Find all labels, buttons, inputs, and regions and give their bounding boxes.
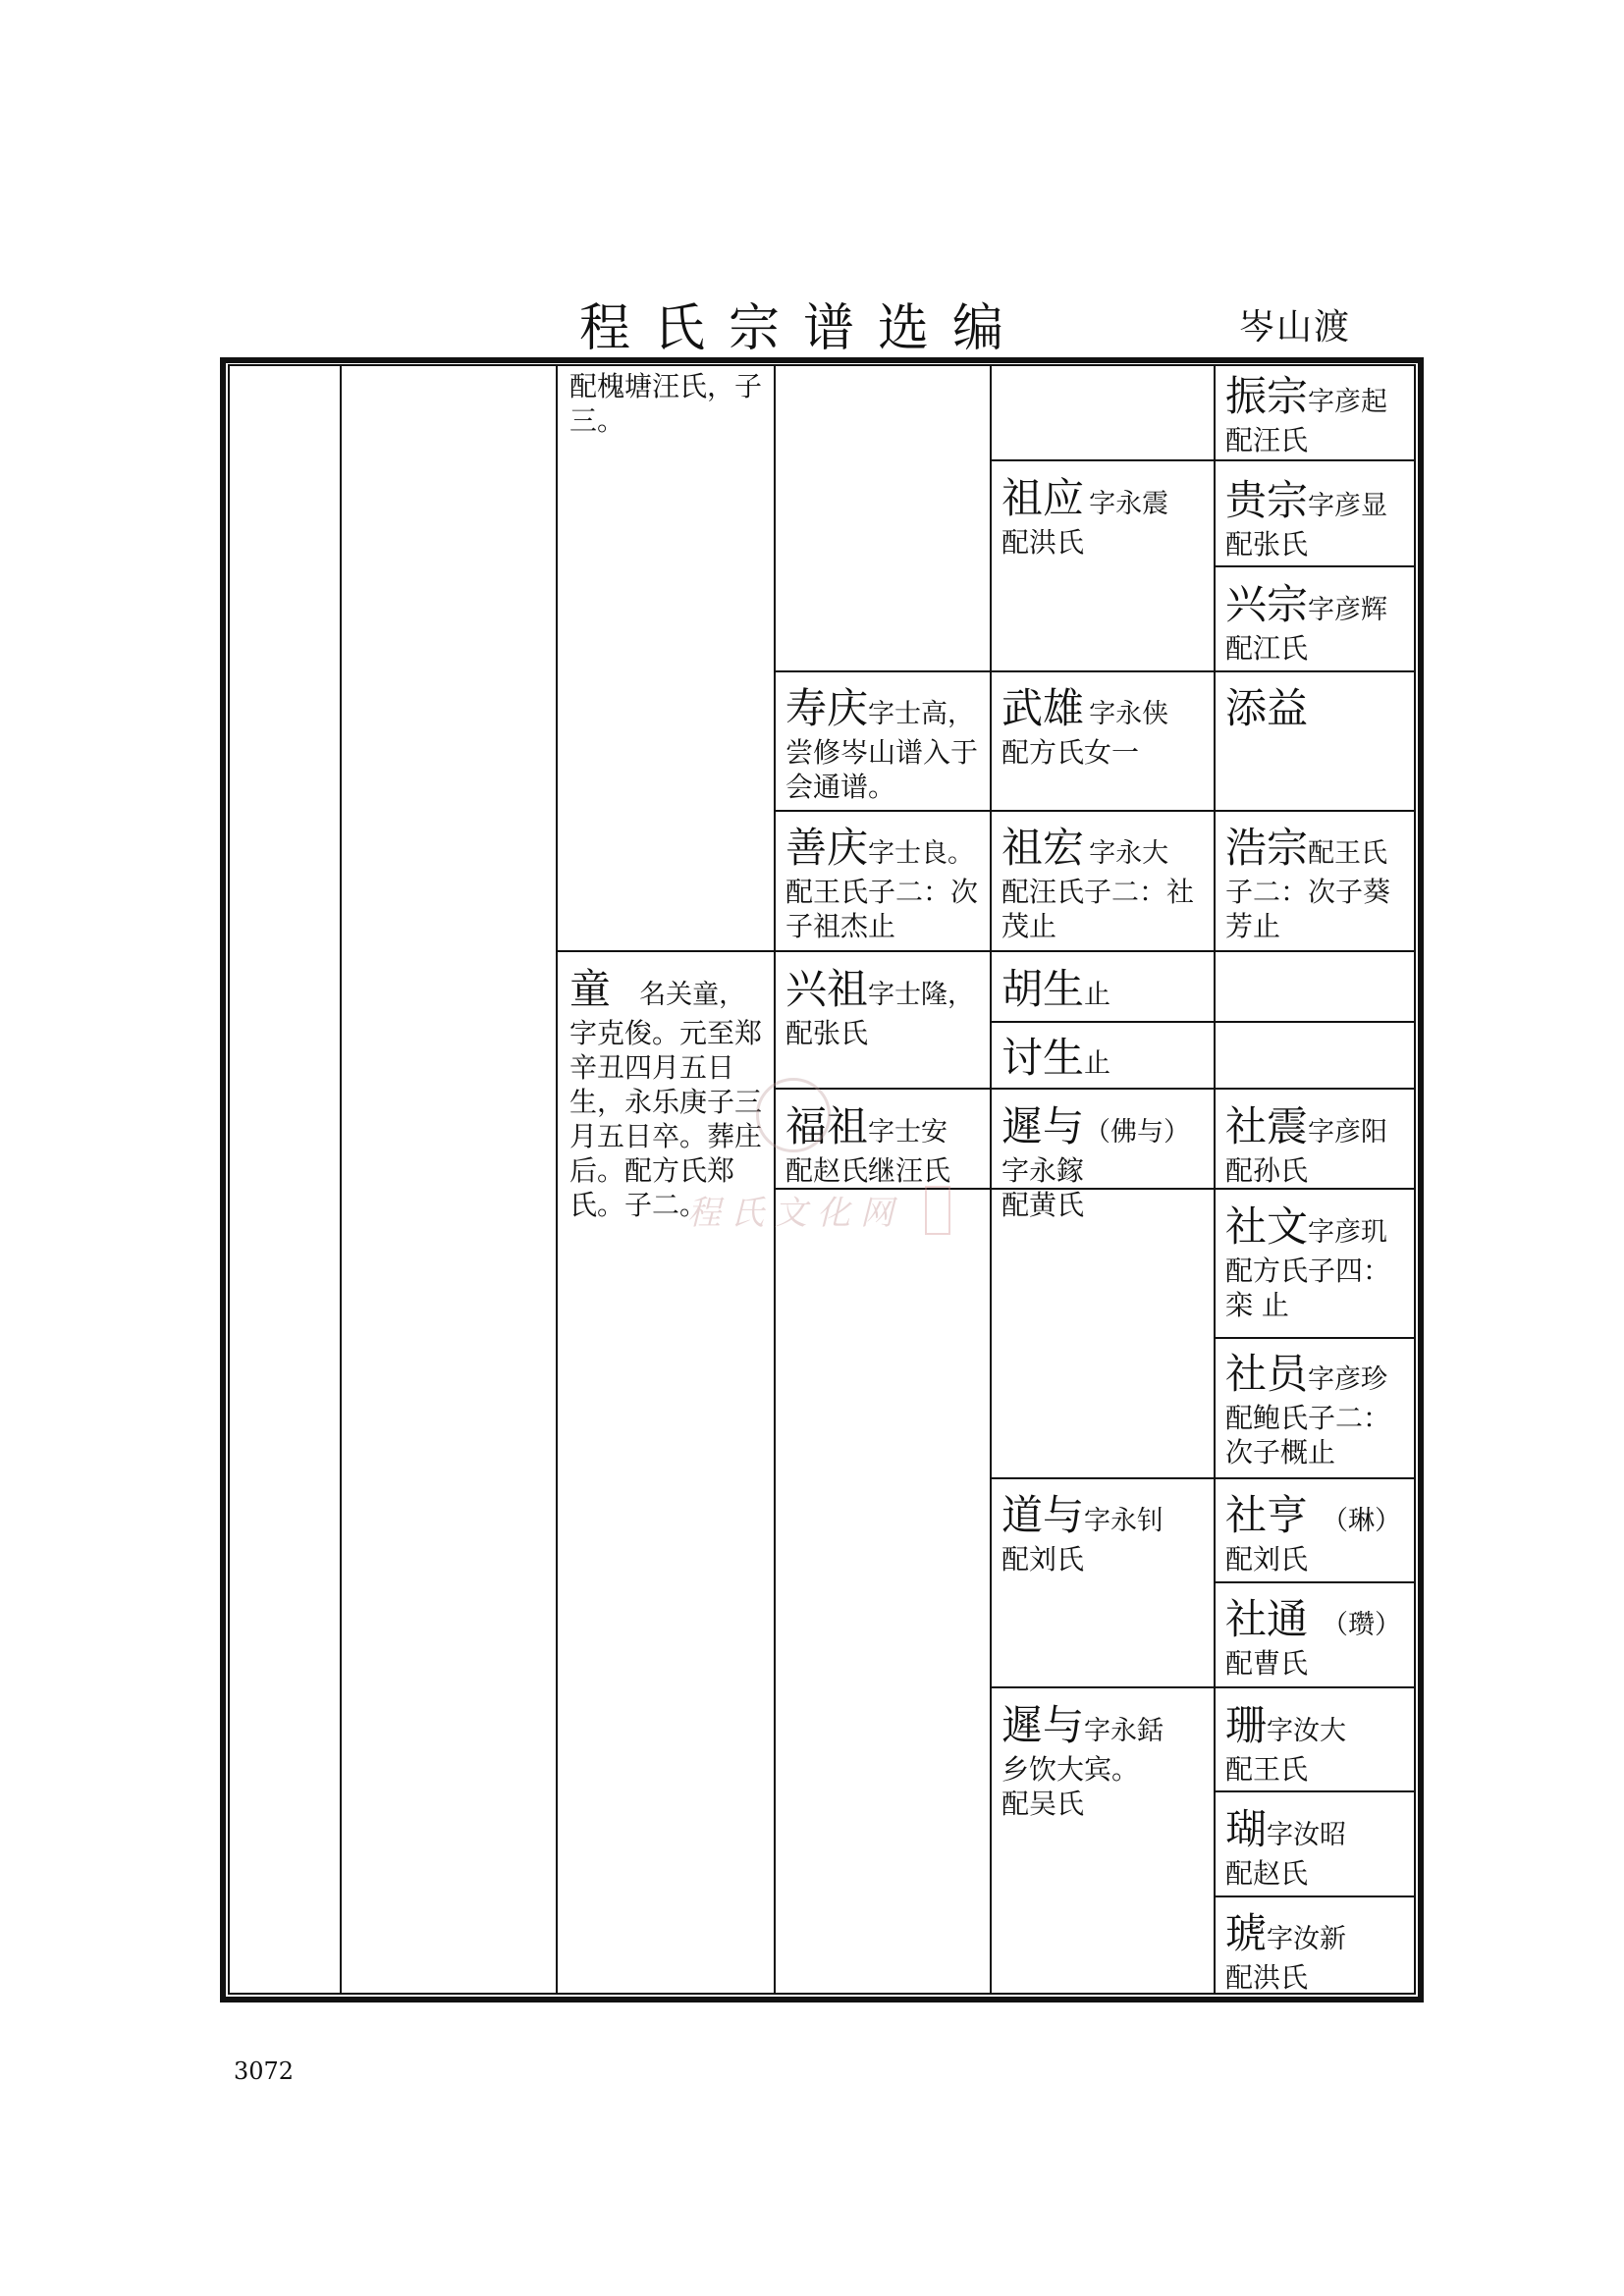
branch-name: 岑山渡 — [1239, 307, 1352, 347]
person-name: 琥 — [1225, 1909, 1268, 1957]
row-divider — [774, 810, 1416, 812]
entry-text: 配汪氏子二：社茂止 — [1001, 875, 1195, 942]
entry-chiyu-2 — [1001, 1700, 1206, 1821]
entry-text: 配方氏子四：栾 止 — [1225, 1254, 1391, 1321]
person-name: 童 — [569, 965, 612, 1013]
entry-xingzong — [1225, 579, 1412, 666]
person-name: 社通 — [1225, 1595, 1309, 1643]
row-divider — [774, 670, 1416, 672]
courtesy-name: 字永钊 — [1084, 1506, 1164, 1536]
entry-text: 配张氏 — [1225, 527, 1309, 561]
courtesy-name: 字士良。 — [868, 838, 975, 869]
entry-text: 配鲍氏子二：次子概止 — [1225, 1401, 1391, 1468]
col-divider — [340, 365, 342, 1993]
entry-sheting — [1225, 1490, 1412, 1576]
courtesy-name: （琳） — [1322, 1506, 1402, 1536]
person-name: 遲与 — [1001, 1701, 1085, 1749]
person-name: 振宗 — [1225, 372, 1309, 420]
entry-text: 配刘氏 — [1225, 1542, 1309, 1575]
person-name: 浩宗 — [1225, 824, 1309, 872]
entry-shan — [1225, 1700, 1412, 1787]
entry-text: 配洪氏 — [1225, 1960, 1309, 1994]
entry-text: 配曹氏 — [1225, 1646, 1309, 1680]
col-divider — [556, 365, 558, 1993]
row-divider — [1214, 1896, 1416, 1897]
entry-note: 止 — [1084, 1048, 1111, 1079]
entry-text: 配王氏 — [1225, 1752, 1309, 1786]
col-divider — [990, 365, 992, 1993]
entry-text: 配赵氏继汪氏 — [785, 1153, 951, 1187]
person-name: 社亨 — [1225, 1491, 1309, 1539]
row-divider — [990, 1686, 1416, 1688]
seal-stamp-icon — [925, 1186, 950, 1235]
entry-text: 配张氏 — [785, 1016, 869, 1049]
courtesy-name: 字汝新 — [1267, 1924, 1347, 1954]
person-name: 社文 — [1225, 1202, 1309, 1251]
courtesy-name: 字彦显 — [1308, 491, 1388, 521]
entry-zhenzong — [1225, 371, 1412, 457]
row-divider — [990, 1021, 1416, 1023]
entry-col3-top — [569, 369, 766, 438]
courtesy-name: 字汝昭 — [1267, 1820, 1347, 1850]
entry-xingzu — [785, 964, 982, 1050]
person-name: 贵宗 — [1225, 476, 1309, 524]
person-name: 福祖 — [785, 1102, 869, 1150]
person-name: 遲与 — [1001, 1102, 1085, 1150]
courtesy-name: 字永侠 — [1089, 699, 1169, 729]
page-title: 程氏宗谱选编 — [579, 299, 1028, 358]
courtesy-name: 字士隆， — [868, 980, 975, 1010]
courtesy-name: 字彦珍 — [1308, 1364, 1388, 1395]
person-name: 社震 — [1225, 1102, 1309, 1150]
row-divider — [1214, 1581, 1416, 1583]
col-divider — [774, 365, 776, 1993]
entry-text: 配槐塘汪氏，子三。 — [569, 370, 763, 437]
row-divider — [990, 459, 1416, 461]
person-name: 武雄 — [1001, 684, 1085, 732]
entry-shanqing — [785, 823, 982, 943]
watermark-logo-icon — [756, 1078, 831, 1152]
entry-text: 配方氏女一 — [1001, 735, 1140, 769]
person-name: 珊 — [1225, 1701, 1268, 1749]
entry-guizong — [1225, 475, 1412, 561]
entry-text: 字永鎵 — [1001, 1153, 1085, 1187]
person-name: 添益 — [1225, 684, 1309, 732]
person-name: 兴宗 — [1225, 580, 1309, 628]
row-divider — [990, 1477, 1416, 1479]
entry-note: 止 — [1084, 980, 1111, 1010]
person-name: 兴祖 — [785, 965, 869, 1013]
entry-daoyu — [1001, 1490, 1206, 1576]
entry-text: 乡饮大宾。 — [1001, 1752, 1140, 1786]
entry-haozong — [1225, 823, 1412, 943]
person-name: 祖宏 — [1001, 824, 1085, 872]
person-name: 道与 — [1001, 1491, 1085, 1539]
person-name: 社员 — [1225, 1350, 1309, 1398]
courtesy-name: 字永震 — [1089, 489, 1169, 519]
entry-text: 字克俊。元至郑辛丑四月五日生，永乐庚子三月五日卒。葬庄后。配方氏郑氏。子二。 — [569, 1016, 763, 1221]
col-divider — [1214, 365, 1216, 1993]
entry-text: 配汪氏 — [1225, 423, 1309, 456]
entry-husheng — [1001, 964, 1206, 1016]
entry-note: 配王氏 — [1308, 838, 1388, 869]
entry-text: 配王氏子二：次子祖杰止 — [785, 875, 979, 942]
row-divider — [1214, 1337, 1416, 1339]
entry-text: 子二：次子葵芳止 — [1225, 875, 1391, 942]
courtesy-name: （佛与） — [1084, 1117, 1191, 1148]
person-name: 瑚 — [1225, 1805, 1268, 1853]
entry-zuying — [1001, 473, 1206, 560]
courtesy-name: 字永銛 — [1084, 1716, 1164, 1746]
watermark-text: 程氏文化网 — [687, 1194, 903, 1233]
courtesy-name: 字彦阳 — [1308, 1117, 1388, 1148]
entry-wuxiong — [1001, 683, 1206, 770]
person-name: 祖应 — [1001, 474, 1085, 522]
entry-shetong — [1225, 1594, 1412, 1681]
entry-sheyuan — [1225, 1349, 1412, 1469]
courtesy-name: 字彦玑 — [1308, 1217, 1388, 1248]
entry-chiyu-1 — [1001, 1101, 1206, 1222]
entry-text: 配刘氏 — [1001, 1542, 1085, 1575]
courtesy-name: 字士安 — [868, 1117, 948, 1148]
entry-text: 配洪氏 — [1001, 525, 1085, 559]
courtesy-name: 名关童， — [639, 980, 746, 1010]
entry-text: 尝修岑山谱入于会通谱。 — [785, 735, 979, 803]
entry-text: 配赵氏 — [1225, 1856, 1309, 1890]
entry-text: 配黄氏 — [1001, 1188, 1085, 1221]
courtesy-name: 字彦辉 — [1308, 595, 1388, 625]
entry-taosheng — [1001, 1033, 1206, 1085]
person-name: 讨生 — [1001, 1034, 1085, 1082]
person-name: 善庆 — [785, 824, 869, 872]
entry-hu — [1225, 1804, 1412, 1891]
person-name: 胡生 — [1001, 965, 1085, 1013]
entry-tong — [569, 964, 762, 1222]
courtesy-name: 字彦起 — [1308, 387, 1388, 417]
entry-text: 配江氏 — [1225, 631, 1309, 665]
entry-shezhen — [1225, 1101, 1412, 1188]
entry-tianyi — [1225, 683, 1412, 735]
row-divider — [556, 950, 1416, 952]
entry-text: 配吴氏 — [1001, 1787, 1085, 1820]
courtesy-name: 字永大 — [1089, 838, 1169, 869]
person-name: 寿庆 — [785, 684, 869, 732]
courtesy-name: 字士高， — [868, 699, 975, 729]
courtesy-name: 字汝大 — [1267, 1716, 1347, 1746]
page-number: 3072 — [234, 2057, 295, 2085]
entry-shewen — [1225, 1201, 1412, 1322]
entry-shouqing — [785, 683, 982, 804]
row-divider — [1214, 565, 1416, 567]
row-divider — [1214, 1790, 1416, 1792]
entry-hu-2 — [1225, 1908, 1412, 1995]
entry-text: 配孙氏 — [1225, 1153, 1309, 1187]
entry-zuhong — [1001, 823, 1206, 943]
row-divider — [774, 1088, 1416, 1090]
courtesy-name: （瓒） — [1322, 1610, 1402, 1640]
